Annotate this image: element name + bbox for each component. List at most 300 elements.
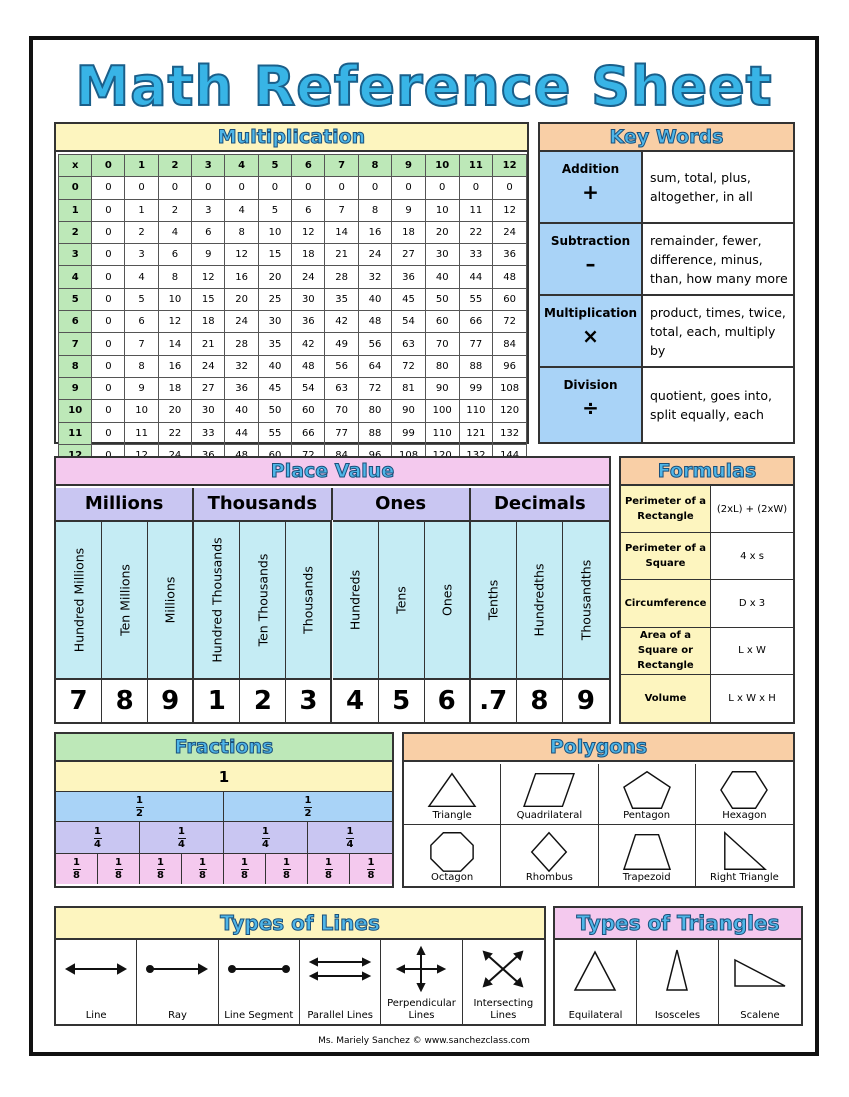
place-value-label: Tens: [393, 586, 409, 614]
operation-symbol-icon: +: [582, 180, 599, 204]
rhombus-icon: [519, 827, 579, 875]
table-cell: 100: [425, 400, 459, 422]
formulas-section: [619, 456, 795, 724]
table-cell: 0: [292, 177, 325, 199]
place-value-column: [240, 520, 286, 680]
place-value-digit: 6: [425, 680, 471, 722]
fraction-denominator: 2: [136, 808, 143, 819]
triangle-type-cell: [555, 940, 637, 1024]
triangles-title: Types of Triangles: [555, 908, 801, 940]
table-cell: 121: [459, 422, 493, 444]
polygon-cell: [404, 764, 501, 825]
fraction-bar: [224, 792, 392, 822]
table-cell: 42: [292, 333, 325, 355]
fraction-denominator: 8: [157, 870, 164, 881]
table-cell: 66: [459, 311, 493, 333]
formula-expression: L x W: [738, 645, 766, 657]
table-cell: 0: [92, 199, 125, 221]
table-cell: 55: [258, 422, 291, 444]
table-cell: 3: [192, 199, 225, 221]
multiplication-table: [58, 154, 527, 467]
table-cell: 9: [192, 244, 225, 266]
table-cell: 0: [459, 177, 493, 199]
key-words-text: quotient, goes into, split equally, each: [650, 388, 773, 422]
table-cell: 25: [258, 288, 291, 310]
operation-name: Addition: [561, 162, 620, 176]
table-cell: 21: [192, 333, 225, 355]
table-row-header: 9: [59, 377, 92, 399]
table-cell: 18: [292, 244, 325, 266]
table-cell: 8: [358, 199, 391, 221]
place-value-digit: 4: [333, 680, 379, 722]
table-cell: 21: [325, 244, 358, 266]
key-word-row: [540, 296, 793, 368]
table-cell: 108: [493, 377, 527, 399]
table-cell: 30: [258, 311, 291, 333]
place-value-group: Millions: [56, 488, 194, 520]
table-cell: 63: [325, 377, 358, 399]
table-cell: 0: [225, 177, 258, 199]
table-cell: 44: [459, 266, 493, 288]
line-type-label: Parallel Lines: [307, 1010, 373, 1021]
table-cell: 0: [92, 333, 125, 355]
table-cell: 20: [158, 400, 191, 422]
table-row-header: 8: [59, 355, 92, 377]
table-cell: 8: [158, 266, 191, 288]
line-type-label: Ray: [168, 1010, 187, 1021]
table-cell: 4: [225, 199, 258, 221]
place-value-column: [471, 520, 517, 680]
table-cell: 7: [125, 333, 158, 355]
line-type-cell: [56, 940, 137, 1024]
table-cell: 0: [158, 177, 191, 199]
ray-icon: [142, 944, 212, 994]
table-cell: 9: [125, 377, 158, 399]
key-words-title: Key Words: [540, 124, 793, 152]
table-row-header: 10: [59, 400, 92, 422]
formulas-title: Formulas: [621, 458, 793, 486]
formula-name: Circumference: [621, 580, 711, 626]
fraction-numerator: 1: [178, 826, 185, 837]
formula-row: [621, 580, 793, 627]
polygons-title: Polygons: [404, 734, 793, 762]
table-cell: 15: [258, 244, 291, 266]
fraction-bar: [56, 762, 392, 792]
fraction-denominator: 4: [178, 839, 185, 850]
multiplication-section: [54, 122, 529, 444]
polygon-cell: [696, 764, 793, 825]
place-value-digit: 1: [194, 680, 240, 722]
fraction-bar: [140, 822, 224, 854]
table-col-header: 9: [392, 155, 426, 177]
place-value-column: [425, 520, 471, 680]
line-type-label: Line: [85, 1010, 107, 1021]
fraction-bar: [182, 854, 224, 884]
operation-name: Division: [563, 378, 618, 392]
fraction-bar: [224, 854, 266, 884]
fraction-denominator: 8: [241, 870, 248, 881]
table-cell: 48: [292, 355, 325, 377]
page-title: Math Reference Sheet: [75, 55, 773, 118]
triangle-icon: [422, 766, 482, 814]
table-cell: 64: [358, 355, 391, 377]
table-cell: 40: [225, 400, 258, 422]
table-cell: 24: [192, 355, 225, 377]
triangle-type-cell: [637, 940, 719, 1024]
table-cell: 70: [325, 400, 358, 422]
table-cell: 0: [258, 177, 291, 199]
table-cell: 36: [292, 311, 325, 333]
table-cell: 27: [392, 244, 426, 266]
fraction-numerator: 1: [241, 857, 248, 868]
place-value-column: [563, 520, 609, 680]
fraction-numerator: 1: [346, 826, 354, 837]
lines-title: Types of Lines: [56, 908, 544, 940]
place-value-digit: 5: [379, 680, 425, 722]
table-cell: 110: [459, 400, 493, 422]
fraction-numerator: 1: [325, 857, 332, 868]
fraction-bar: [98, 854, 140, 884]
equilateral-triangle-icon: [565, 946, 627, 996]
multiplication-title: Multiplication: [56, 124, 527, 152]
line-type-cell: [463, 940, 544, 1024]
table-cell: 22: [459, 221, 493, 243]
table-cell: 2: [125, 221, 158, 243]
operation-name: Multiplication: [543, 306, 638, 320]
polygons-section: [402, 732, 795, 888]
table-cell: 81: [392, 377, 426, 399]
place-value-digit: 7: [56, 680, 102, 722]
table-cell: 9: [392, 199, 426, 221]
place-value-label: Hundredths: [531, 563, 547, 637]
table-cell: 77: [325, 422, 358, 444]
table-cell: 0: [325, 177, 358, 199]
fraction-denominator: 2: [304, 808, 312, 819]
triangle-type-label: Isosceles: [654, 1010, 701, 1021]
polygon-label: Quadrilateral: [516, 810, 583, 821]
place-value-section: [54, 456, 611, 724]
place-value-label: Ones: [439, 584, 455, 616]
table-cell: 60: [493, 288, 527, 310]
table-cell: 30: [292, 288, 325, 310]
table-cell: 36: [392, 266, 426, 288]
table-cell: 54: [292, 377, 325, 399]
hexagon-icon: [714, 766, 774, 814]
table-cell: 24: [292, 266, 325, 288]
table-cell: 42: [325, 311, 358, 333]
table-cell: 0: [92, 266, 125, 288]
operation-label: [540, 152, 643, 222]
table-cell: 88: [358, 422, 391, 444]
line-type-cell: [381, 940, 462, 1024]
scalene-triangle-icon: [729, 946, 791, 996]
table-cell: 0: [92, 422, 125, 444]
line-type-cell: [219, 940, 300, 1024]
key-words-text: product, times, twice, total, each, multiply by: [650, 304, 786, 358]
table-cell: 72: [358, 377, 391, 399]
key-word-row: [540, 152, 793, 224]
formula-name: Perimeter of a Square: [621, 533, 711, 579]
fraction-numerator: 1: [304, 795, 312, 806]
table-cell: 84: [493, 333, 527, 355]
formula-name: Area of a Square or Rectangle: [621, 628, 711, 674]
table-cell: 0: [92, 288, 125, 310]
table-cell: 63: [392, 333, 426, 355]
formula-row: [621, 486, 793, 533]
table-cell: 44: [225, 422, 258, 444]
table-cell: 96: [493, 355, 527, 377]
place-value-column: [286, 520, 332, 680]
table-cell: 77: [459, 333, 493, 355]
table-cell: 6: [192, 221, 225, 243]
table-cell: 4: [158, 221, 191, 243]
formula-expression: D x 3: [738, 597, 766, 609]
fraction-denominator: 4: [262, 839, 269, 850]
operation-symbol-icon: –: [585, 252, 596, 276]
table-cell: 0: [92, 244, 125, 266]
table-cell: 30: [425, 244, 459, 266]
table-cell: 24: [225, 311, 258, 333]
key-words-text: sum, total, plus, altogether, in all: [650, 170, 753, 204]
intersecting-lines-icon: [468, 944, 538, 994]
table-cell: 36: [493, 244, 527, 266]
table-cell: 132: [493, 422, 527, 444]
fraction-denominator: 4: [346, 839, 354, 850]
place-value-column: [379, 520, 425, 680]
table-cell: 2: [158, 199, 191, 221]
table-col-header: 7: [325, 155, 358, 177]
table-cell: 45: [258, 377, 291, 399]
fraction-bar: [308, 822, 392, 854]
table-cell: 14: [158, 333, 191, 355]
fraction-numerator: 1: [283, 857, 290, 868]
table-cell: 12: [225, 244, 258, 266]
fraction-bar: [56, 854, 98, 884]
place-value-label: Hundred Thousands: [209, 537, 225, 663]
formula-name: Volume: [621, 675, 711, 722]
fraction-denominator: 8: [367, 870, 375, 881]
table-row-header: 6: [59, 311, 92, 333]
table-cell: 40: [425, 266, 459, 288]
table-cell: 1: [125, 199, 158, 221]
table-cell: 66: [292, 422, 325, 444]
table-cell: 56: [358, 333, 391, 355]
key-words-text: remainder, fewer, difference, minus, than, how many more: [650, 232, 788, 286]
place-value-title: Place Value: [56, 458, 609, 486]
fraction-bar: [308, 854, 350, 884]
triangle-type-label: Equilateral: [568, 1010, 623, 1021]
line-type-cell: [300, 940, 381, 1024]
table-cell: 16: [225, 266, 258, 288]
table-cell: 16: [358, 221, 391, 243]
table-cell: 0: [92, 377, 125, 399]
place-value-label: Hundred Millions: [71, 547, 87, 653]
polygon-cell: [501, 764, 598, 825]
table-cell: 16: [158, 355, 191, 377]
line-type-label: Line Segment: [224, 1010, 294, 1021]
table-cell: 12: [493, 199, 527, 221]
table-col-header: 4: [225, 155, 258, 177]
table-cell: 72: [493, 311, 527, 333]
table-cell: 56: [325, 355, 358, 377]
table-cell: 36: [225, 377, 258, 399]
table-cell: 18: [192, 311, 225, 333]
table-col-header: 10: [425, 155, 459, 177]
table-cell: 24: [493, 221, 527, 243]
table-cell: 35: [325, 288, 358, 310]
place-value-column: [56, 520, 102, 680]
table-cell: 120: [493, 400, 527, 422]
line-type-cell: [137, 940, 218, 1024]
table-cell: 20: [258, 266, 291, 288]
key-words-section: [538, 122, 795, 444]
fraction-bar: [140, 854, 182, 884]
table-cell: 0: [92, 400, 125, 422]
formula-expression: 4 x s: [740, 550, 764, 562]
table-cell: 11: [459, 199, 493, 221]
fraction-denominator: 8: [199, 870, 206, 881]
footer-credit: Ms. Mariely Sanchez © www.sanchezclass.com: [318, 1036, 530, 1046]
operation-label: [540, 296, 643, 366]
table-col-header: 6: [292, 155, 325, 177]
right-triangle-icon: [714, 827, 774, 875]
quadrilateral-icon: [519, 766, 579, 814]
place-value-digit: 9: [148, 680, 194, 722]
table-cell: 80: [425, 355, 459, 377]
fraction-bar: [56, 822, 140, 854]
fraction-denominator: 8: [325, 870, 332, 881]
polygon-label: Octagon: [431, 872, 474, 883]
parallel-lines-icon: [305, 944, 375, 994]
table-cell: 20: [225, 288, 258, 310]
table-cell: 33: [192, 422, 225, 444]
table-row-header: 1: [59, 199, 92, 221]
fraction-numerator: 1: [157, 857, 164, 868]
table-cell: 48: [493, 266, 527, 288]
table-cell: 12: [158, 311, 191, 333]
table-cell: 0: [92, 311, 125, 333]
triangles-section: [553, 906, 803, 1026]
polygon-cell: [599, 764, 696, 825]
table-cell: 50: [258, 400, 291, 422]
isosceles-triangle-icon: [647, 946, 709, 996]
table-cell: 55: [459, 288, 493, 310]
table-cell: 90: [425, 377, 459, 399]
table-cell: 12: [192, 266, 225, 288]
table-cell: 5: [125, 288, 158, 310]
table-cell: 0: [92, 221, 125, 243]
table-cell: 7: [325, 199, 358, 221]
operation-symbol-icon: ×: [582, 324, 599, 348]
table-row-header: 3: [59, 244, 92, 266]
formula-row: [621, 628, 793, 675]
place-value-digit: 9: [576, 686, 595, 716]
table-row-header: 0: [59, 177, 92, 199]
operation-label: [540, 368, 643, 442]
table-cell: 60: [425, 311, 459, 333]
table-cell: 33: [459, 244, 493, 266]
place-value-digit: 3: [286, 680, 332, 722]
place-value-label: Ten Millions: [117, 564, 133, 636]
fraction-denominator: 8: [283, 870, 290, 881]
place-value-digit: .7: [471, 680, 517, 722]
table-col-header: 2: [158, 155, 191, 177]
table-cell: 18: [158, 377, 191, 399]
table-col-header: 12: [493, 155, 527, 177]
key-word-row: [540, 224, 793, 296]
table-cell: 6: [158, 244, 191, 266]
place-value-column: [333, 520, 379, 680]
table-cell: 60: [292, 400, 325, 422]
table-row-header: 7: [59, 333, 92, 355]
polygon-label: Right Triangle: [709, 872, 779, 883]
table-cell: 6: [125, 311, 158, 333]
place-value-column: [194, 520, 240, 680]
line-icon: [61, 944, 131, 994]
table-cell: 12: [292, 221, 325, 243]
polygon-label: Triangle: [432, 810, 472, 821]
fractions-section: [54, 732, 394, 888]
fraction-denominator: 8: [115, 870, 122, 881]
place-value-label: Ten Thousands: [255, 553, 271, 647]
table-col-header: 11: [459, 155, 493, 177]
polygon-label: Rhombus: [525, 872, 573, 883]
fractions-title: Fractions: [56, 734, 392, 762]
polygon-label: Pentagon: [623, 810, 671, 821]
table-cell: 0: [125, 177, 158, 199]
table-cell: 10: [158, 288, 191, 310]
table-cell: 30: [192, 400, 225, 422]
fraction-whole: 1: [218, 768, 230, 786]
table-cell: 99: [392, 422, 426, 444]
place-value-column: [517, 520, 563, 680]
triangle-type-label: Scalene: [740, 1010, 780, 1021]
polygon-cell: [501, 825, 598, 886]
table-cell: 88: [459, 355, 493, 377]
fraction-numerator: 1: [136, 795, 143, 806]
table-cell: 90: [392, 400, 426, 422]
fraction-bar: [350, 854, 392, 884]
table-col-header: 5: [258, 155, 291, 177]
fraction-numerator: 1: [94, 826, 101, 837]
table-cell: 72: [392, 355, 426, 377]
table-cell: 32: [358, 266, 391, 288]
table-cell: 40: [258, 355, 291, 377]
fraction-numerator: 1: [73, 857, 80, 868]
key-word-row: [540, 368, 793, 442]
triangle-type-cell: [719, 940, 801, 1024]
fraction-denominator: 4: [94, 839, 101, 850]
line-segment-icon: [224, 944, 294, 994]
table-cell: 8: [225, 221, 258, 243]
polygon-label: Trapezoid: [622, 872, 671, 883]
table-cell: 5: [258, 199, 291, 221]
table-cell: 32: [225, 355, 258, 377]
table-cell: 28: [325, 266, 358, 288]
table-cell: 80: [358, 400, 391, 422]
table-cell: 6: [292, 199, 325, 221]
formula-row: [621, 675, 793, 722]
fraction-bar: [56, 792, 224, 822]
table-cell: 18: [392, 221, 426, 243]
place-value-group: Ones: [333, 488, 471, 520]
place-value-digit: 8: [102, 680, 148, 722]
table-cell: 8: [125, 355, 158, 377]
table-cell: 0: [358, 177, 391, 199]
place-value-label: Hundreds: [347, 569, 363, 631]
table-cell: 0: [425, 177, 459, 199]
place-value-label: Thousandths: [578, 559, 594, 641]
